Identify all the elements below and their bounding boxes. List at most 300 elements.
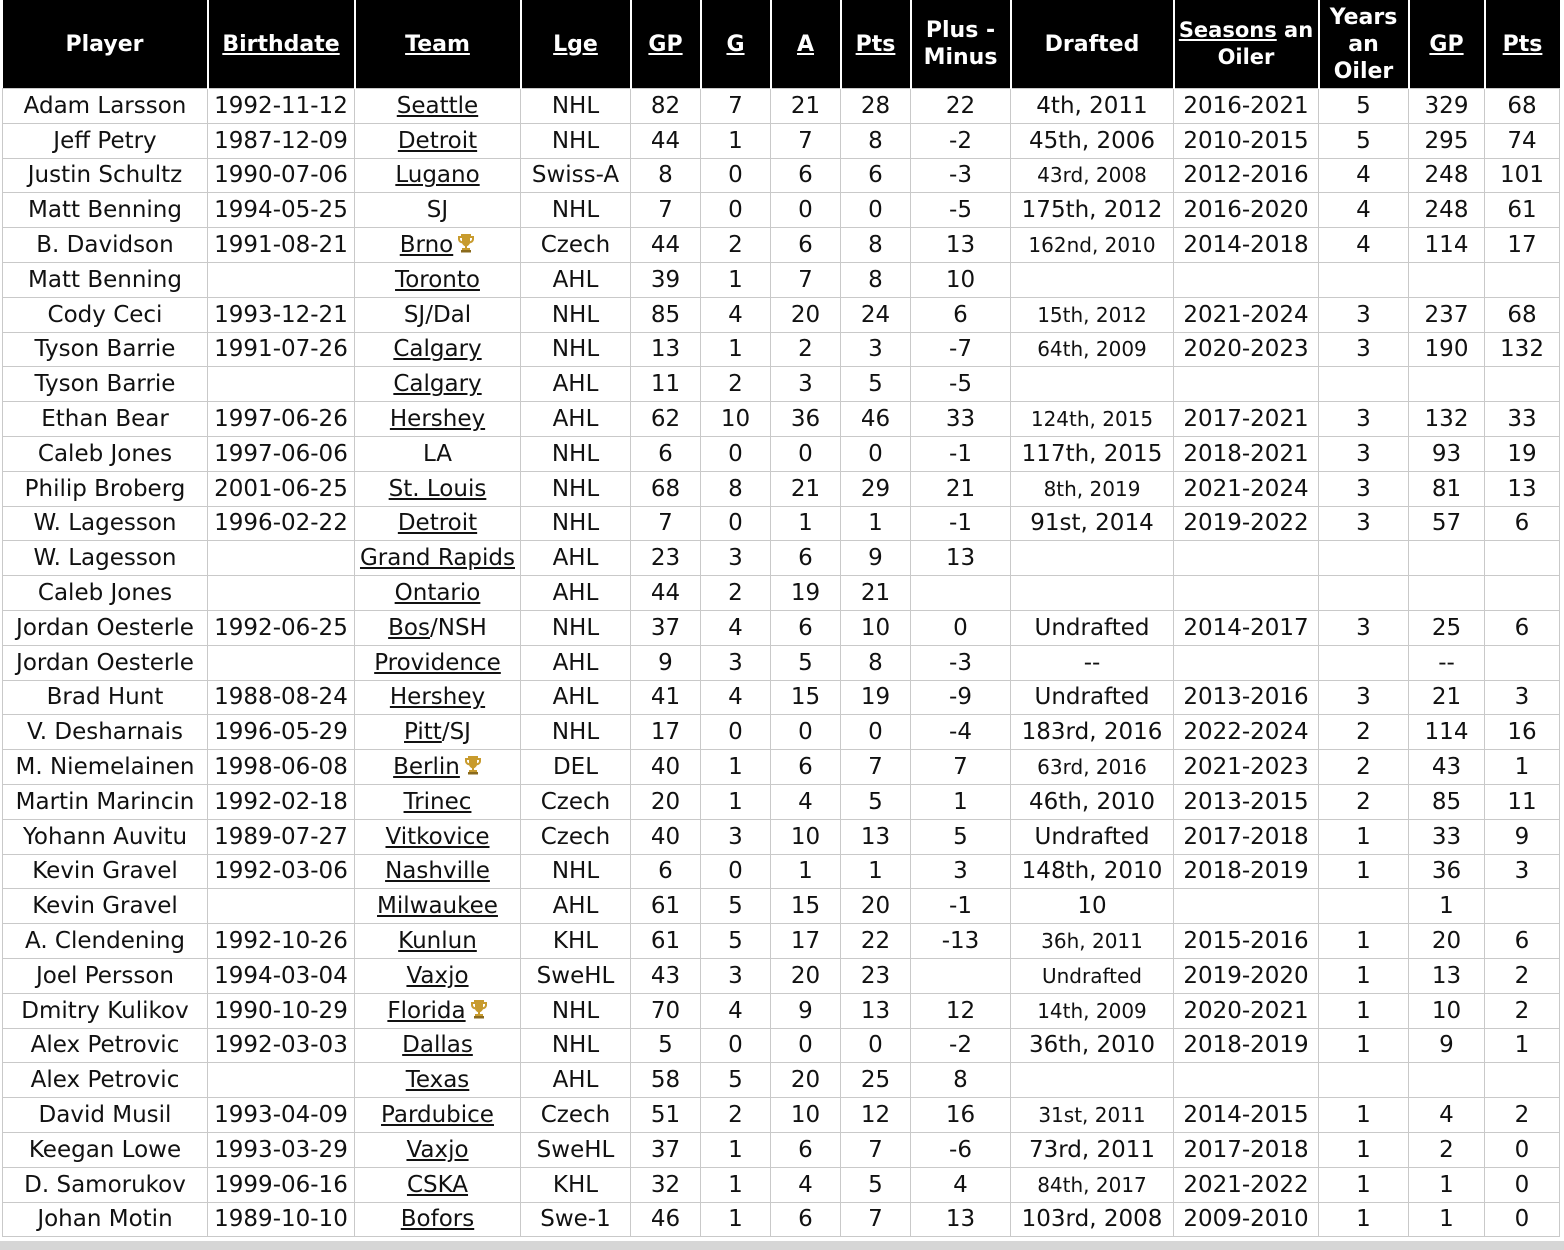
column-header-label[interactable]: Pts <box>855 31 896 57</box>
cell-gp: 41 <box>631 680 701 715</box>
team-link[interactable]: CSKA <box>406 1171 469 1198</box>
team-link[interactable]: Florida <box>387 997 466 1024</box>
cell-player: Justin Schultz <box>3 158 208 193</box>
cell-seasons-an-oiler: 2020-2021 <box>1174 993 1319 1028</box>
cell-plus-minus: -4 <box>911 715 1011 750</box>
cell-gp: 23 <box>631 541 701 576</box>
cell-oiler-points: 13 <box>1485 471 1560 506</box>
cell-birthdate: 1992-10-26 <box>208 924 355 959</box>
cell-league: NHL <box>521 332 631 367</box>
column-header-label[interactable]: Seasons <box>1178 18 1277 42</box>
cell-player: Johan Motin <box>3 1202 208 1237</box>
cell-player: Ethan Bear <box>3 402 208 437</box>
cell-goals: 2 <box>701 576 771 611</box>
cell-goals: 3 <box>701 958 771 993</box>
cell-points: 8 <box>841 645 911 680</box>
cell-team[interactable] <box>355 680 521 715</box>
cell-points: 0 <box>841 193 911 228</box>
cell-team[interactable] <box>355 1202 521 1237</box>
cell-points: 0 <box>841 436 911 471</box>
table-row <box>3 506 1560 541</box>
cell-drafted: 14th, 2009 <box>1011 993 1174 1028</box>
cell-assists: 20 <box>771 958 841 993</box>
cell-oiler-gp: 36 <box>1409 854 1485 889</box>
cell-years-an-oiler: 3 <box>1319 506 1409 541</box>
team-link[interactable]: Lugano <box>395 162 480 189</box>
cell-oiler-points: 74 <box>1485 123 1560 158</box>
cell-league: Czech <box>521 819 631 854</box>
cell-team[interactable] <box>355 750 521 785</box>
cell-seasons-an-oiler <box>1174 889 1319 924</box>
cell-league: Swiss-A <box>521 158 631 193</box>
cell-seasons-an-oiler: 2014-2018 <box>1174 228 1319 263</box>
team-suffix: /SJ <box>441 719 471 746</box>
cell-points: 9 <box>841 541 911 576</box>
cell-assists: 17 <box>771 924 841 959</box>
cell-player: Tyson Barrie <box>3 367 208 402</box>
cell-plus-minus: -3 <box>911 645 1011 680</box>
team-link[interactable]: Pitt <box>404 719 442 746</box>
cell-team[interactable] <box>355 158 521 193</box>
cell-drafted: 31st, 2011 <box>1011 1098 1174 1133</box>
cell-league: NHL <box>521 123 631 158</box>
cell-points: 29 <box>841 471 911 506</box>
cell-league: NHL <box>521 1028 631 1063</box>
cell-drafted: 117th, 2015 <box>1011 436 1174 471</box>
cell-oiler-gp: 132 <box>1409 402 1485 437</box>
column-header-gp[interactable] <box>631 0 701 89</box>
cell-goals: 5 <box>701 924 771 959</box>
cell-team[interactable] <box>355 924 521 959</box>
cell-years-an-oiler: 3 <box>1319 436 1409 471</box>
cell-league: AHL <box>521 262 631 297</box>
cell-team[interactable] <box>355 819 521 854</box>
cell-years-an-oiler: 1 <box>1319 1098 1409 1133</box>
cell-player: Martin Marincin <box>3 784 208 819</box>
cell-years-an-oiler: 4 <box>1319 158 1409 193</box>
cell-birthdate <box>208 645 355 680</box>
cell-seasons-an-oiler: 2021-2023 <box>1174 750 1319 785</box>
cell-gp: 85 <box>631 297 701 332</box>
cell-plus-minus: 3 <box>911 854 1011 889</box>
cell-birthdate: 1992-02-18 <box>208 784 355 819</box>
team-link[interactable]: Grand Rapids <box>359 545 515 572</box>
cell-points: 5 <box>841 367 911 402</box>
trophy-icon <box>464 753 482 773</box>
cell-gp: 13 <box>631 332 701 367</box>
team-link[interactable]: Detroit <box>397 510 478 537</box>
cell-oiler-points: 17 <box>1485 228 1560 263</box>
column-header-assists[interactable] <box>771 0 841 89</box>
cell-seasons-an-oiler: 2017-2021 <box>1174 402 1319 437</box>
cell-plus-minus: -13 <box>911 924 1011 959</box>
cell-seasons-an-oiler: 2018-2019 <box>1174 1028 1319 1063</box>
cell-team[interactable] <box>355 1167 521 1202</box>
cell-assists: 1 <box>771 506 841 541</box>
column-header-label: Drafted <box>1044 31 1140 57</box>
cell-league: AHL <box>521 576 631 611</box>
cell-assists: 7 <box>771 262 841 297</box>
cell-gp: 40 <box>631 750 701 785</box>
team-name: LA <box>422 440 453 467</box>
cell-oiler-gp: 237 <box>1409 297 1485 332</box>
cell-team[interactable] <box>355 332 521 367</box>
cell-team[interactable] <box>355 367 521 402</box>
team-link[interactable]: Trinec <box>403 788 472 815</box>
cell-player: Philip Broberg <box>3 471 208 506</box>
table-row <box>3 784 1560 819</box>
team-link[interactable]: Berlin <box>393 754 460 781</box>
cell-seasons-an-oiler <box>1174 541 1319 576</box>
cell-gp: 61 <box>631 924 701 959</box>
column-header-label[interactable]: GP <box>648 31 683 57</box>
cell-drafted: 183rd, 2016 <box>1011 715 1174 750</box>
table-row <box>3 123 1560 158</box>
team-link[interactable]: Toronto <box>395 266 480 293</box>
cell-league: DEL <box>521 750 631 785</box>
cell-team[interactable] <box>355 854 521 889</box>
cell-years-an-oiler: 1 <box>1319 1132 1409 1167</box>
cell-oiler-gp <box>1409 367 1485 402</box>
cell-seasons-an-oiler: 2015-2016 <box>1174 924 1319 959</box>
team-link[interactable]: Ontario <box>394 580 481 607</box>
cell-team[interactable] <box>355 576 521 611</box>
cell-seasons-an-oiler: 2014-2015 <box>1174 1098 1319 1133</box>
cell-points: 8 <box>841 123 911 158</box>
team-link[interactable]: Bofors <box>400 1206 475 1233</box>
cell-league: AHL <box>521 402 631 437</box>
cell-plus-minus: -1 <box>911 436 1011 471</box>
cell-birthdate: 1992-03-06 <box>208 854 355 889</box>
cell-oiler-points: 33 <box>1485 402 1560 437</box>
cell-team[interactable] <box>355 784 521 819</box>
team-link[interactable]: Brno <box>399 232 454 259</box>
cell-league: NHL <box>521 193 631 228</box>
team-link[interactable]: Bos <box>388 614 430 641</box>
cell-assists: 6 <box>771 1202 841 1237</box>
table-row <box>3 819 1560 854</box>
cell-assists: 3 <box>771 367 841 402</box>
cell-team[interactable] <box>355 1132 521 1167</box>
cell-drafted: 4th, 2011 <box>1011 89 1174 124</box>
cell-player: Brad Hunt <box>3 680 208 715</box>
cell-assists: 15 <box>771 889 841 924</box>
cell-points: 25 <box>841 1063 911 1098</box>
cell-team[interactable] <box>355 89 521 124</box>
cell-player: B. Davidson <box>3 228 208 263</box>
cell-assists: 7 <box>771 123 841 158</box>
cell-league: NHL <box>521 993 631 1028</box>
cell-birthdate: 1997-06-06 <box>208 436 355 471</box>
cell-plus-minus: 13 <box>911 1202 1011 1237</box>
column-header-label[interactable]: Birthdate <box>222 31 340 57</box>
cell-team[interactable] <box>355 610 521 645</box>
cell-seasons-an-oiler: 2020-2023 <box>1174 332 1319 367</box>
cell-birthdate <box>208 889 355 924</box>
cell-goals: 0 <box>701 193 771 228</box>
column-header-birthdate[interactable] <box>208 0 355 89</box>
column-header-label[interactable]: Pts <box>1502 31 1543 57</box>
table-row <box>3 680 1560 715</box>
cell-birthdate: 1993-12-21 <box>208 297 355 332</box>
team-link[interactable]: Hershey <box>389 684 486 711</box>
cell-plus-minus: 13 <box>911 541 1011 576</box>
cell-goals: 10 <box>701 402 771 437</box>
cell-birthdate: 1993-03-29 <box>208 1132 355 1167</box>
table-row <box>3 958 1560 993</box>
cell-gp: 6 <box>631 854 701 889</box>
cell-plus-minus: -2 <box>911 1028 1011 1063</box>
column-header-oiler-gp[interactable] <box>1409 0 1485 89</box>
cell-years-an-oiler: 1 <box>1319 819 1409 854</box>
cell-league: NHL <box>521 854 631 889</box>
cell-player: Matt Benning <box>3 193 208 228</box>
cell-gp: 9 <box>631 645 701 680</box>
cell-plus-minus: 6 <box>911 297 1011 332</box>
column-header-label: Plus - Minus <box>923 18 998 70</box>
cell-league: NHL <box>521 436 631 471</box>
cell-team[interactable] <box>355 228 521 263</box>
cell-oiler-points: 2 <box>1485 993 1560 1028</box>
cell-team[interactable] <box>355 715 521 750</box>
cell-team[interactable] <box>355 402 521 437</box>
column-header-league[interactable] <box>521 0 631 89</box>
cell-points: 3 <box>841 332 911 367</box>
column-header-label: Years an Oiler <box>1329 4 1398 84</box>
table-row <box>3 924 1560 959</box>
cell-goals: 0 <box>701 1028 771 1063</box>
column-header-goals[interactable] <box>701 0 771 89</box>
cell-oiler-points: 0 <box>1485 1167 1560 1202</box>
cell-plus-minus: 21 <box>911 471 1011 506</box>
cell-team[interactable] <box>355 541 521 576</box>
cell-seasons-an-oiler: 2021-2024 <box>1174 471 1319 506</box>
team-link[interactable]: Milwaukee <box>377 893 498 920</box>
cell-plus-minus: 13 <box>911 228 1011 263</box>
cell-goals: 8 <box>701 471 771 506</box>
cell-league: KHL <box>521 924 631 959</box>
cell-oiler-gp: 4 <box>1409 1098 1485 1133</box>
cell-assists: 6 <box>771 228 841 263</box>
cell-league: NHL <box>521 610 631 645</box>
cell-player: Keegan Lowe <box>3 1132 208 1167</box>
cell-drafted: 15th, 2012 <box>1011 297 1174 332</box>
cell-drafted: 45th, 2006 <box>1011 123 1174 158</box>
cell-league: AHL <box>521 889 631 924</box>
cell-player: Adam Larsson <box>3 89 208 124</box>
cell-gp: 70 <box>631 993 701 1028</box>
cell-assists: 6 <box>771 158 841 193</box>
column-header-label[interactable]: Lge <box>553 31 598 57</box>
team-link[interactable]: Vaxjo <box>406 962 469 989</box>
cell-drafted <box>1011 262 1174 297</box>
team-link[interactable]: Dallas <box>402 1032 473 1059</box>
cell-plus-minus: 0 <box>911 610 1011 645</box>
cell-player: W. Lagesson <box>3 506 208 541</box>
team-link[interactable]: St. Louis <box>388 475 487 502</box>
table-row <box>3 436 1560 471</box>
cell-points: 24 <box>841 297 911 332</box>
table-row <box>3 645 1560 680</box>
cell-assists: 6 <box>771 541 841 576</box>
cell-plus-minus: 4 <box>911 1167 1011 1202</box>
cell-oiler-points <box>1485 645 1560 680</box>
cell-seasons-an-oiler: 2012-2016 <box>1174 158 1319 193</box>
cell-points: 1 <box>841 854 911 889</box>
cell-gp: 39 <box>631 262 701 297</box>
cell-seasons-an-oiler <box>1174 262 1319 297</box>
cell-seasons-an-oiler: 2018-2019 <box>1174 854 1319 889</box>
column-header-oiler-points[interactable] <box>1485 0 1560 89</box>
column-header-label[interactable]: GP <box>1429 31 1464 57</box>
cell-assists: 21 <box>771 89 841 124</box>
cell-league: SweHL <box>521 958 631 993</box>
cell-years-an-oiler <box>1319 541 1409 576</box>
column-header-points[interactable] <box>841 0 911 89</box>
cell-plus-minus: -9 <box>911 680 1011 715</box>
cell-drafted: 10 <box>1011 889 1174 924</box>
cell-years-an-oiler: 4 <box>1319 193 1409 228</box>
cell-player: V. Desharnais <box>3 715 208 750</box>
cell-birthdate: 1987-12-09 <box>208 123 355 158</box>
cell-oiler-points <box>1485 576 1560 611</box>
team-link[interactable]: Pardubice <box>381 1102 494 1128</box>
column-header-plus-minus <box>911 0 1011 89</box>
cell-years-an-oiler: 3 <box>1319 402 1409 437</box>
cell-oiler-gp: 190 <box>1409 332 1485 367</box>
cell-plus-minus: -1 <box>911 506 1011 541</box>
cell-team <box>355 297 521 332</box>
cell-gp: 46 <box>631 1202 701 1237</box>
cell-seasons-an-oiler: 2021-2022 <box>1174 1167 1319 1202</box>
cell-player: Jordan Oesterle <box>3 610 208 645</box>
cell-seasons-an-oiler <box>1174 645 1319 680</box>
cell-team[interactable] <box>355 471 521 506</box>
cell-player: Cody Ceci <box>3 297 208 332</box>
cell-birthdate: 1992-06-25 <box>208 610 355 645</box>
team-link[interactable]: Hershey <box>389 406 486 433</box>
cell-drafted: 103rd, 2008 <box>1011 1202 1174 1237</box>
team-link[interactable]: Vaxjo <box>406 1136 469 1163</box>
cell-team[interactable] <box>355 993 521 1028</box>
cell-plus-minus: -5 <box>911 193 1011 228</box>
cell-years-an-oiler: 5 <box>1319 123 1409 158</box>
cell-birthdate: 1990-10-29 <box>208 993 355 1028</box>
table-row <box>3 750 1560 785</box>
table-row <box>3 1132 1560 1167</box>
team-link[interactable]: Calgary <box>393 336 482 363</box>
cell-team[interactable] <box>355 645 521 680</box>
cell-team[interactable] <box>355 958 521 993</box>
cell-league: NHL <box>521 506 631 541</box>
cell-league: Czech <box>521 228 631 263</box>
cell-oiler-points: 0 <box>1485 1202 1560 1237</box>
cell-oiler-points: 19 <box>1485 436 1560 471</box>
cell-drafted: 46th, 2010 <box>1011 784 1174 819</box>
cell-league: Czech <box>521 1098 631 1133</box>
cell-seasons-an-oiler: 2017-2018 <box>1174 1132 1319 1167</box>
cell-years-an-oiler <box>1319 262 1409 297</box>
column-header-label[interactable]: G <box>726 31 745 57</box>
cell-oiler-gp: 20 <box>1409 924 1485 959</box>
column-header-team[interactable] <box>355 0 521 89</box>
trophy-icon <box>470 997 488 1017</box>
cell-oiler-gp: 2 <box>1409 1132 1485 1167</box>
cell-oiler-points: 3 <box>1485 680 1560 715</box>
cell-player: W. Lagesson <box>3 541 208 576</box>
cell-team[interactable] <box>355 506 521 541</box>
team-link[interactable]: Nashville <box>385 858 490 885</box>
column-header-label[interactable]: Team <box>405 31 470 57</box>
cell-gp: 62 <box>631 402 701 437</box>
cell-oiler-gp: 57 <box>1409 506 1485 541</box>
team-link[interactable]: Texas <box>405 1067 470 1094</box>
team-link[interactable]: Calgary <box>393 371 482 398</box>
table-row <box>3 89 1560 124</box>
cell-years-an-oiler: 1 <box>1319 993 1409 1028</box>
cell-team[interactable] <box>355 1098 521 1133</box>
cell-gp: 44 <box>631 228 701 263</box>
cell-plus-minus: 7 <box>911 750 1011 785</box>
header-row <box>3 0 1560 89</box>
cell-points: 0 <box>841 715 911 750</box>
cell-points: 8 <box>841 228 911 263</box>
team-link[interactable]: Kunlun <box>398 928 477 955</box>
cell-birthdate: 1998-06-08 <box>208 750 355 785</box>
cell-gp: 17 <box>631 715 701 750</box>
cell-years-an-oiler: 1 <box>1319 924 1409 959</box>
cell-oiler-gp: 329 <box>1409 89 1485 124</box>
cell-seasons-an-oiler: 2016-2020 <box>1174 193 1319 228</box>
cell-gp: 58 <box>631 1063 701 1098</box>
cell-oiler-gp: 9 <box>1409 1028 1485 1063</box>
cell-plus-minus: 33 <box>911 402 1011 437</box>
horizontal-scrollbar[interactable] <box>0 1241 1564 1250</box>
cell-goals: 3 <box>701 645 771 680</box>
cell-gp: 82 <box>631 89 701 124</box>
cell-team[interactable] <box>355 1063 521 1098</box>
cell-team[interactable] <box>355 123 521 158</box>
team-link[interactable]: Providence <box>374 649 501 676</box>
cell-gp: 40 <box>631 819 701 854</box>
cell-drafted: 36th, 2010 <box>1011 1028 1174 1063</box>
cell-points: 22 <box>841 924 911 959</box>
column-header-label[interactable]: A <box>796 31 815 57</box>
cell-player: Alex Petrovic <box>3 1063 208 1098</box>
team-link[interactable]: Seattle <box>396 92 479 119</box>
team-link[interactable]: Vitkovice <box>385 823 490 850</box>
cell-goals: 1 <box>701 332 771 367</box>
column-header-label: Player <box>65 31 144 57</box>
cell-years-an-oiler: 3 <box>1319 297 1409 332</box>
team-link[interactable]: Detroit <box>397 127 478 154</box>
cell-team[interactable] <box>355 1028 521 1063</box>
cell-team[interactable] <box>355 262 521 297</box>
cell-birthdate: 1991-08-21 <box>208 228 355 263</box>
cell-points: 7 <box>841 1202 911 1237</box>
cell-team[interactable] <box>355 889 521 924</box>
cell-goals: 4 <box>701 610 771 645</box>
cell-birthdate: 1996-05-29 <box>208 715 355 750</box>
cell-drafted: Undrafted <box>1011 958 1174 993</box>
cell-gp: 68 <box>631 471 701 506</box>
cell-plus-minus <box>911 958 1011 993</box>
cell-assists: 6 <box>771 750 841 785</box>
cell-drafted: 148th, 2010 <box>1011 854 1174 889</box>
cell-player: Tyson Barrie <box>3 332 208 367</box>
column-header-seasons-an-oiler[interactable] <box>1174 0 1319 89</box>
cell-oiler-gp: -- <box>1409 645 1485 680</box>
